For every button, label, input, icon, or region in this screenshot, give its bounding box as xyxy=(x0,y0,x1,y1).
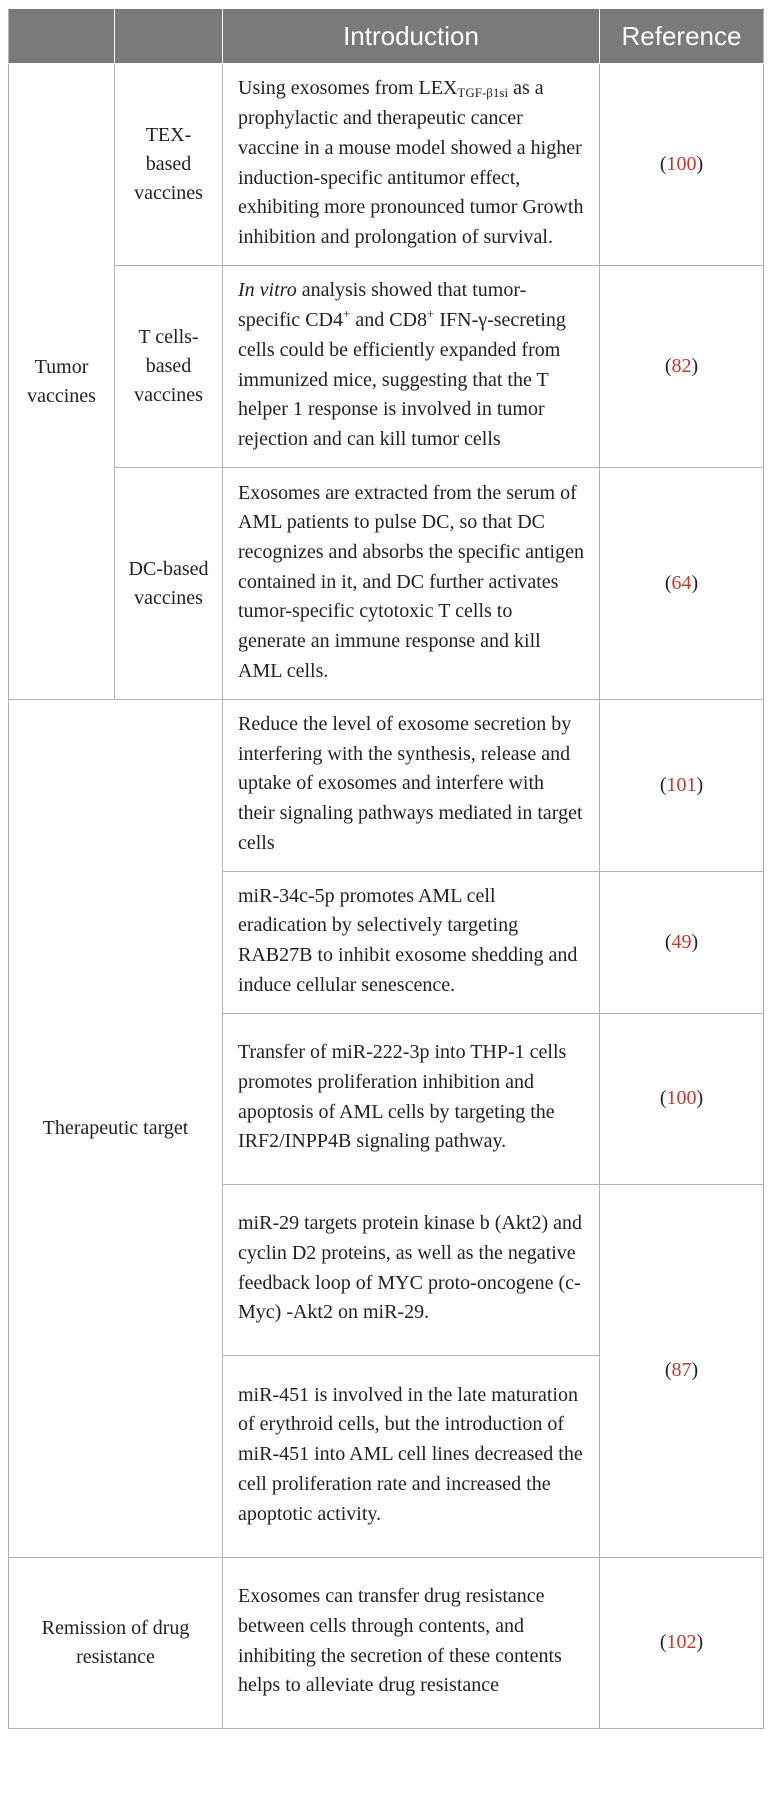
paren-open: ( xyxy=(659,773,667,796)
group-cell-tumor-vaccines: Tumor vaccines xyxy=(9,64,115,700)
introduction-cell: Transfer of miR-222-3p into THP-1 cells promotes proliferation inhibition and apoptosis of AML cells by targeting the IRF2/INPP4B signaling pathway. xyxy=(223,1013,600,1184)
intro-text: as a prophylactic and therapeutic cancer vaccine in a mouse model showed a higher induction-specific antitumor effect, exhibiting more pronounced tumor Growth inhibition and prolongation of survival. xyxy=(238,77,584,248)
header-row xyxy=(9,9,764,64)
reference-cell xyxy=(600,468,764,700)
introduction-cell: Exosomes can transfer drug resistance between cells through contents, and inhibiting the secretion of these contents helps to alleviate drug resistance xyxy=(223,1557,600,1728)
paren-open: ( xyxy=(664,572,672,594)
table-row xyxy=(9,1557,764,1728)
table-row xyxy=(9,64,764,266)
paren-close: ) xyxy=(691,1359,699,1382)
introduction-cell: Reduce the level of exosome secretion by interfering with the synthesis, release and uptake of exosomes and interfere with their signaling pathways mediated in target cells xyxy=(223,700,600,872)
reference-cell xyxy=(600,1557,764,1728)
introduction-cell xyxy=(223,64,600,266)
introduction-cell: miR-451 is involved in the late maturation of erythroid cells, but the introduction of miR-451 into AML cell lines decreased the cell proliferation rate and increased the apoptotic activity. xyxy=(223,1355,600,1557)
paren-close: ) xyxy=(696,153,704,175)
introduction-cell: miR-34c-5p promotes AML cell eradication by selectively targeting RAB27B to inhibit exosome shedding and induce cellular senescence. xyxy=(223,871,600,1013)
paren-open: ( xyxy=(664,930,672,953)
introduction-cell: miR-29 targets protein kinase b (Akt2) and cyclin D2 proteins, as well as the negative feedback loop of MYC proto-oncogene (c-Myc) -Akt2 on miR-29. xyxy=(223,1184,600,1355)
paren-open: ( xyxy=(659,1087,667,1110)
header-cell-blank-1 xyxy=(9,9,115,64)
paren-close: ) xyxy=(696,1631,704,1654)
reference-cell xyxy=(600,64,764,266)
paren-close: ) xyxy=(696,1087,704,1110)
reference-cell xyxy=(600,266,764,468)
reference-link[interactable]: 102 xyxy=(666,1631,697,1654)
table-row xyxy=(9,700,764,872)
intro-subscript: TGF-β1si xyxy=(457,85,509,101)
paren-open: ( xyxy=(664,355,672,377)
reference-cell xyxy=(600,700,764,872)
header-cell-blank-2 xyxy=(115,9,223,64)
subcategory-cell: DC-based vaccines xyxy=(115,468,223,700)
intro-superscript: + xyxy=(427,306,435,322)
paren-close: ) xyxy=(691,355,699,377)
reference-link[interactable]: 49 xyxy=(671,930,692,953)
header-reference: Reference xyxy=(600,9,764,64)
intro-text: IFN-γ-secreting cells could be efficiently expanded from immunized mice, suggesting that the T helper 1 response is involved in tumor rejection and can kill tumor cells xyxy=(238,309,566,450)
introduction-cell xyxy=(223,266,600,468)
paren-open: ( xyxy=(664,1359,672,1382)
group-cell-remission-of-drug-resistance: Remission of drug resistance xyxy=(9,1557,223,1728)
group-cell-therapeutic-target: Therapeutic target xyxy=(9,700,223,1558)
intro-text: analysis showed that tumor-specific CD4 xyxy=(238,279,527,332)
paren-close: ) xyxy=(691,572,699,594)
paren-close: ) xyxy=(696,773,704,796)
intro-superscript: + xyxy=(342,306,351,322)
data-table xyxy=(8,8,764,1729)
paren-close: ) xyxy=(691,930,699,953)
subcategory-cell: T cells-based vaccines xyxy=(115,266,223,468)
reference-cell xyxy=(600,1184,764,1557)
table-row xyxy=(9,266,764,468)
header-introduction: Introduction xyxy=(223,9,600,64)
paren-open: ( xyxy=(659,1631,667,1654)
reference-link[interactable]: 100 xyxy=(666,1087,697,1110)
subcategory-cell: TEX-based vaccines xyxy=(115,64,223,266)
paren-open: ( xyxy=(659,153,667,175)
reference-link[interactable]: 82 xyxy=(671,355,692,377)
reference-link[interactable]: 101 xyxy=(666,773,697,796)
intro-text: and CD8 xyxy=(350,309,427,332)
table-row xyxy=(9,468,764,700)
introduction-cell: Exosomes are extracted from the serum of AML patients to pulse DC, so that DC recognizes and absorbs the specific antigen contained in it, and DC further activates tumor-specific cytotoxic T cells to generate an immune response and kill AML cells. xyxy=(223,468,600,700)
reference-link[interactable]: 100 xyxy=(666,153,697,175)
reference-link[interactable]: 87 xyxy=(671,1359,692,1382)
intro-italic-text: In vitro xyxy=(238,279,297,302)
reference-link[interactable]: 64 xyxy=(671,572,692,594)
reference-cell xyxy=(600,1013,764,1184)
reference-cell xyxy=(600,871,764,1013)
table-container xyxy=(8,8,763,1729)
intro-text: Using exosomes from LEX xyxy=(238,77,458,100)
